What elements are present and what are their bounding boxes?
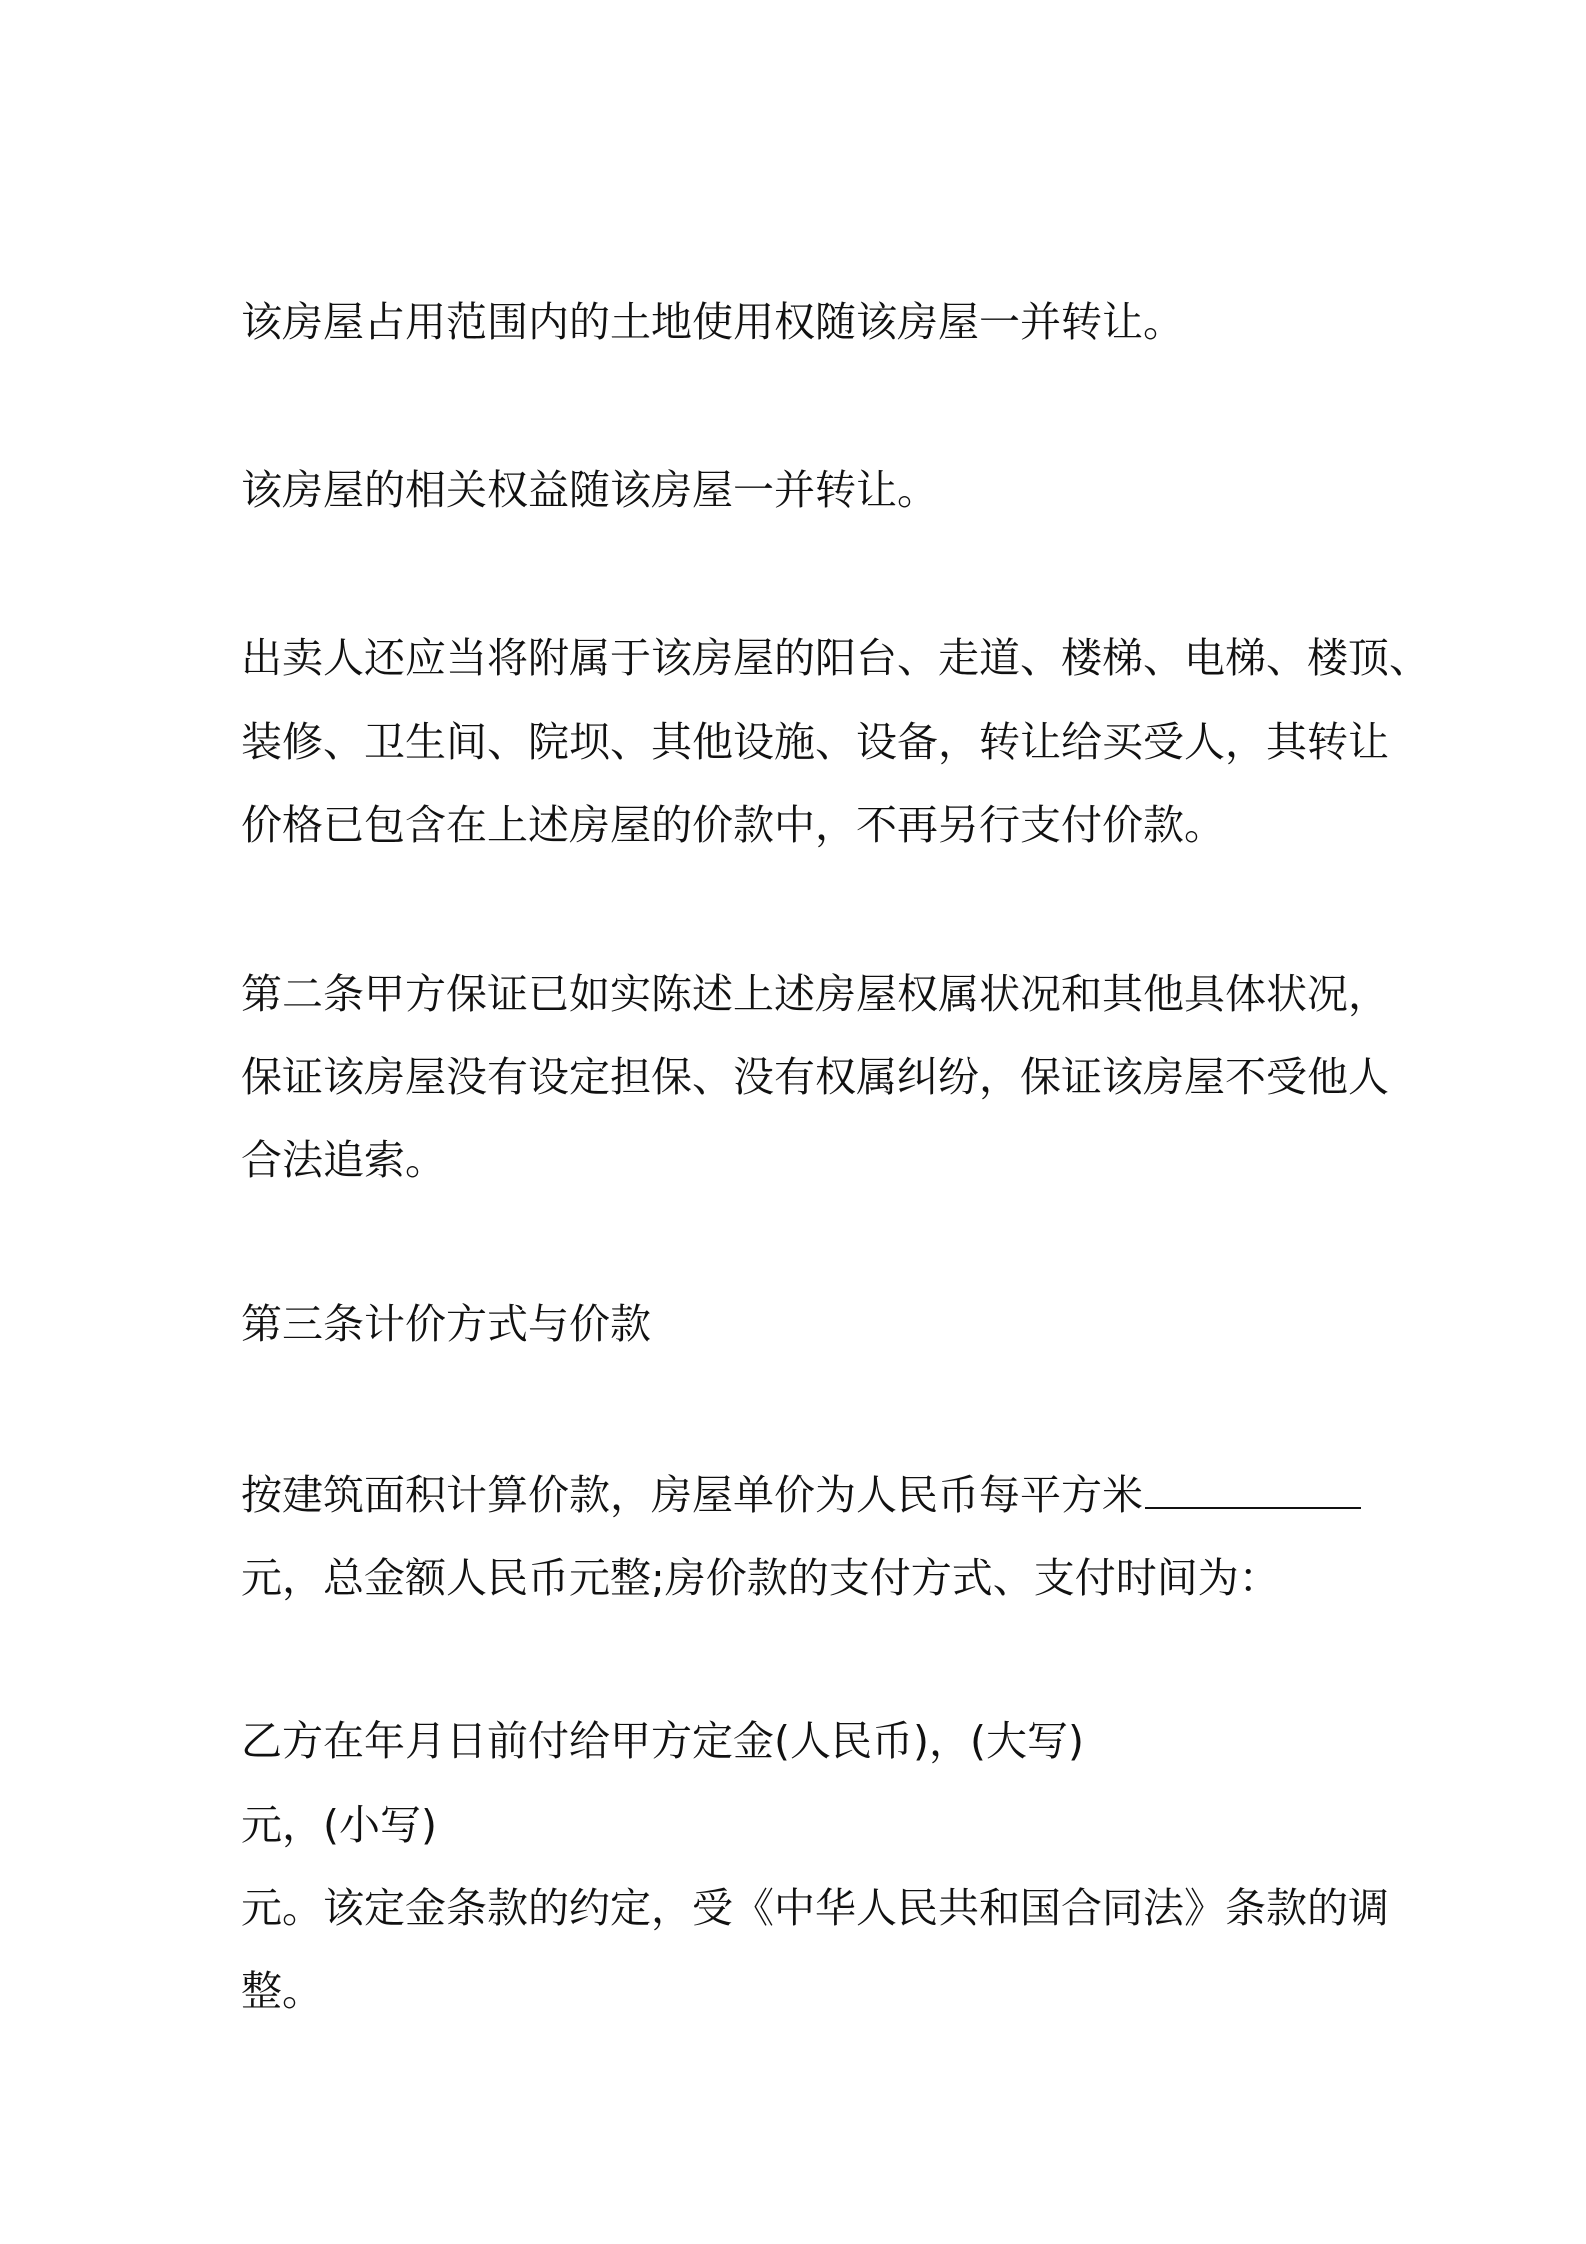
paragraph-attachments-line-1: 出卖人还应当将附属于该房屋的阳台、走道、楼梯、电梯、楼顶、 [241, 634, 1430, 682]
article-two-line-3: 合法追索。 [241, 1136, 446, 1184]
deposit-line-4: 整。 [241, 1967, 323, 2015]
article-three-heading: 第三条计价方式与价款 [241, 1300, 651, 1348]
deposit-line-1: 乙方在年月日前付给甲方定金(人民币)，(大写) [241, 1717, 1084, 1765]
paragraph-attachments-line-3: 价格已包含在上述房屋的价款中，不再另行支付价款。 [241, 801, 1225, 849]
article-two-line-2: 保证该房屋没有设定担保、没有权属纠纷，保证该房屋不受他人 [241, 1053, 1389, 1101]
deposit-line-2: 元，(小写) [241, 1801, 437, 1849]
deposit-line-3: 元。该定金条款的约定，受《中华人民共和国合同法》条款的调 [241, 1884, 1389, 1932]
pricing-line-2: 元，总金额人民币元整;房价款的支付方式、支付时间为： [241, 1554, 1280, 1602]
paragraph-land-use-rights: 该房屋占用范围内的土地使用权随该房屋一并转让。 [241, 298, 1184, 346]
paragraph-attachments-line-2: 装修、卫生间、院坝、其他设施、设备，转让给买受人，其转让 [241, 718, 1389, 766]
pricing-line-1-text: 按建筑面积计算价款，房屋单价为人民币每平方米 [241, 1471, 1143, 1519]
article-two-line-1: 第二条甲方保证已如实陈述上述房屋权属状况和其他具体状况， [241, 970, 1389, 1018]
unit-price-blank [1145, 1467, 1361, 1509]
paragraph-related-rights: 该房屋的相关权益随该房屋一并转让。 [241, 466, 938, 514]
pricing-line-1 [241, 1467, 1361, 1523]
